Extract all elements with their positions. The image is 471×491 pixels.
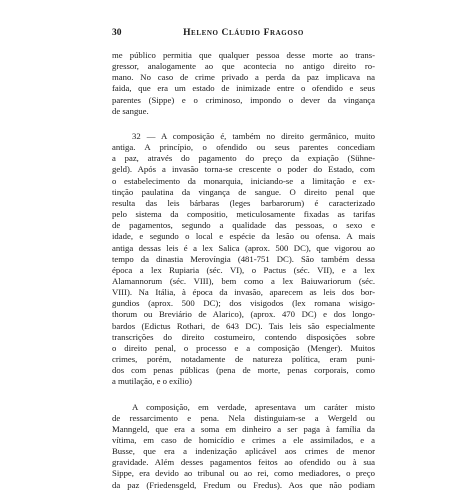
text-line: transcrições do direito costumeiro, contendo disposições sobre	[112, 331, 375, 342]
text-line: idade, e segundo o local e espécie da lesão ou ofensa. A mais	[112, 231, 375, 242]
text-line: de pagamentos, segundo a qualidade das pessoas, o sexo e	[112, 220, 375, 231]
text-line: Alamannorum (séc. VIII), bem como a lex Baiuwariorum (séc.	[112, 275, 375, 286]
text-line: gravidade. Além desses pagamentos feitos ao ofendido ou à sua	[112, 457, 375, 468]
text-line: tinção paulatina da vingança de sangue. O direito penal que	[112, 186, 375, 197]
text-line: antiga. A princípio, o ofendido ou seus parentes concediam	[112, 142, 375, 153]
text-line: Sippe, era devido ao tribunal ou ao rei, como mediadores, o preço	[112, 468, 375, 479]
text-line: VIII). Na Itália, à época da invasão, aparecem as leis dos bor-	[112, 287, 375, 298]
text-line: A composição, em verdade, apresentava um caráter misto	[132, 401, 375, 412]
paragraph-1	[112, 50, 375, 117]
paragraph-composicao	[112, 402, 375, 491]
text-line: da paz (Friedensgeld, Fredum ou Fredus). Aos que não podiam	[112, 479, 375, 490]
text-line: a mutilação, e o exílio)	[112, 376, 192, 387]
paragraph-32	[112, 131, 375, 388]
text-line: gressor, analogamente ao que acontecia no antigo direito ro-	[112, 61, 375, 72]
text-line: me público permitia que qualquer pessoa desse morte ao trans-	[112, 50, 375, 60]
text-line: bardos (Edictus Rothari, de 643 DC). Tais leis são especialmente	[112, 320, 375, 331]
text-line: gundios (aprox. 500 DC); dos visigodos (lex romana wisigo-	[112, 298, 375, 309]
text-line: mano. No caso de crime privado a perda da paz implicava na	[112, 72, 375, 83]
text-line: a paz, através do pagamento do preço da expiação (Sühne-	[112, 153, 375, 164]
text-line: geld). Após a invasão torna-se crescente o poder do Estado, com	[112, 164, 375, 175]
text-line: crimes, porém, notadamente de natureza política, eram puni-	[112, 354, 375, 365]
text-line: Manngeld, que era a soma em dinheiro a ser paga à família da	[112, 423, 375, 434]
text-line: faida, que era um estado de inimizade entre o ofendido e seus	[112, 83, 375, 94]
text-line: antiga dessas leis é a lex Salica (aprox. 500 DC), que vigorou ao	[112, 242, 375, 253]
text-line: o direito penal, o processo e a composição (Menger). Muitos	[112, 342, 375, 353]
text-line: o estabelecimento da monarquia, iniciando-se a limitação e ex-	[112, 175, 375, 186]
text-line: 32 — A composição é, também no direito germânico, muito	[132, 130, 375, 141]
text-line: época a lex Rupiaria (séc. VI), o Pactus (séc. VII), e a lex	[112, 264, 375, 275]
text-line: de ressarcimento e pena. Nela distinguiam-se a Wergeld ou	[112, 412, 375, 423]
text-line: dos com penas públicas (pena de morte, penas corporais, como	[112, 365, 375, 376]
text-line: vítima, em caso de homicídio e crimes a ele assimilados, e a	[112, 435, 375, 445]
body-text	[112, 50, 375, 491]
page-number: 30	[112, 28, 122, 38]
running-head: Heleno Cláudio Fragoso	[183, 28, 304, 38]
text-line: pelo sistema da compositio, meticulosamente fixadas as tarifas	[112, 209, 375, 220]
text-line: Busse, que era a indenização aplicável aos crimes de menor	[112, 446, 375, 457]
text-line: de sangue.	[112, 105, 149, 116]
text-line: resulta das leis bárbaras (leges barbarorum) é caracterizado	[112, 197, 375, 208]
text-line: tempo da dinastia Merovíngia (481-751 DC). São também dessa	[112, 253, 375, 264]
text-line: parentes (Sippe) e o criminoso, impondo o dever da vingança	[112, 94, 375, 105]
page-header	[112, 28, 375, 42]
text-line: thorum ou Breviário de Alarico), (aprox. 470 DC) e dos longo-	[112, 309, 375, 320]
